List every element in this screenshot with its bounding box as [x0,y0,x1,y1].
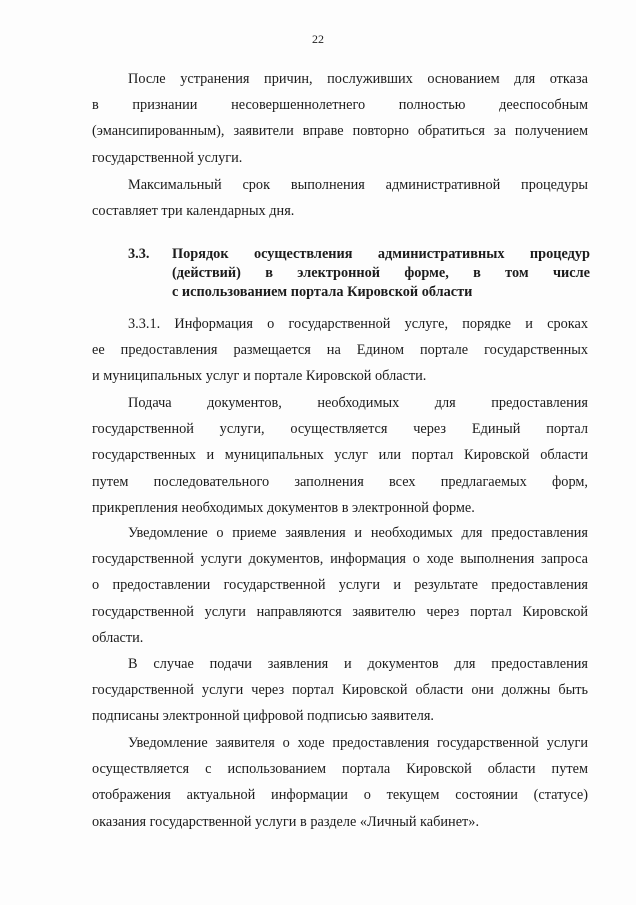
text-line: области. [92,629,144,646]
text-line: государственной услуги. [92,149,243,166]
paragraph-reversal [92,66,588,171]
section-title-line: (действий) в электронной форме, в том числе [172,265,590,281]
text-line: Подача документов, необходимых для предоставления [128,395,588,411]
text-line: государственной услуги направляются заявителю через портал Кировской [92,603,588,620]
text-line: путем последовательного заполнения всех предлагаемых форм, [92,473,588,490]
paragraph-max-term [92,172,588,224]
text-line: государственной услуги, осуществляется через Единый портал [92,421,588,438]
text-line: государственных и муниципальных услуг или портал Кировской области [92,447,588,464]
text-line: Максимальный срок выполнения административной процедуры [128,177,588,193]
text-line: подписаны электронной цифровой подписью заявителя. [92,708,434,725]
paragraph-notification [92,520,588,651]
paragraph-submission [92,390,588,521]
text-line: составляет три календарных дня. [92,203,295,220]
text-line: (эмансипированным), заявители вправе повторно обратиться за получением [92,123,588,140]
text-line: осуществляется с использованием портала Кировской области путем [92,761,588,778]
paragraph-personal-cabinet [92,730,588,835]
section-title-line: с использованием портала Кировской области [172,284,473,300]
text-line: государственной услуги документов, информация о ходе выполнения запроса [92,551,588,568]
text-line: После устранения причин, послуживших основанием для отказа [128,71,588,87]
text-line: и муниципальных услуг и портале Кировской области. [92,368,427,385]
text-line: В случае подачи заявления и документов для предоставления [128,656,588,672]
page-number: 22 [312,32,324,46]
text-line: ее предоставления размещается на Едином портале государственных [92,342,588,359]
text-line: в признании несовершеннолетнего полностью дееспособным [92,97,588,114]
text-line: 3.3.1. Информация о государственной услуге, порядке и сроках [128,316,588,332]
text-line: прикрепления необходимых документов в электронной форме. [92,499,475,516]
text-line: отображения актуальной информации о текущем состоянии (статусе) [92,787,588,804]
text-line: государственной услуги через портал Кировской области они должны быть [92,682,588,699]
paragraph-3-3-1 [92,311,588,390]
section-number: 3.3. [128,246,150,262]
text-line: о предоставлении государственной услуги и результате предоставления [92,577,588,594]
section-title-line: Порядок осуществления административных процедур [172,246,590,262]
paragraph-signature [92,651,588,730]
text-line: оказания государственной услуги в разделе «Личный кабинет». [92,813,480,830]
text-line: Уведомление заявителя о ходе предоставления государственной услуги [128,735,588,751]
text-line: Уведомление о приеме заявления и необходимых для предоставления [128,525,588,541]
